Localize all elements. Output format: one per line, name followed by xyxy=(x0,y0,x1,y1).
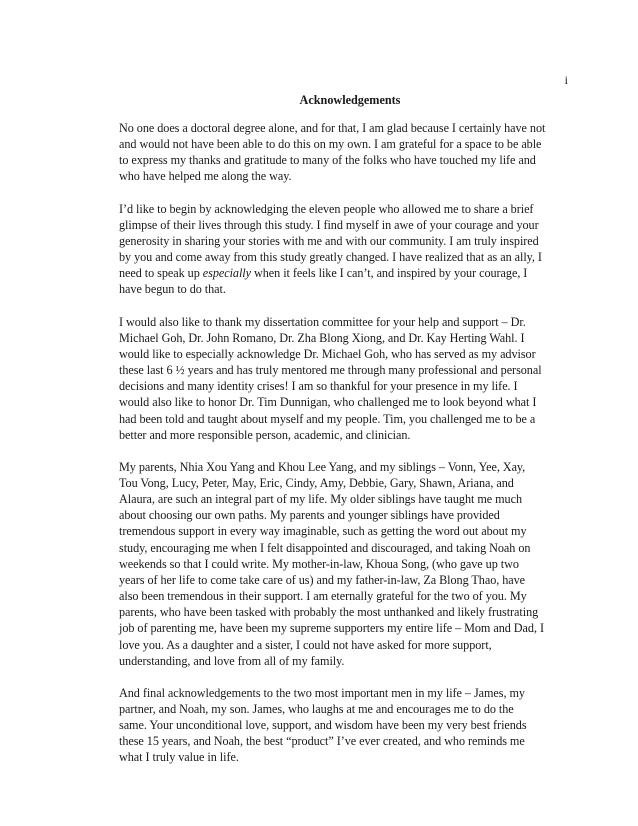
paragraph-participants xyxy=(119,201,567,298)
paragraph-participants-emphasis: especially xyxy=(202,266,251,281)
paragraph-intro: No one does a doctoral degree alone, and for that, I am glad because I certainly have not and would not have been able to do this on my own. I am grateful for a space to be able to express my thanks and gratitude to many of the folks who have touched my life and who have helped me along the way. xyxy=(119,121,546,184)
body-text xyxy=(119,120,567,782)
page-title: Acknowledgements xyxy=(299,93,401,107)
paragraph-participants-text-after: when it feels like I can’t, and inspired by your courage, I have begun to do that. xyxy=(119,266,528,297)
paragraph-committee: I would also like to thank my dissertation committee for your help and support – Dr. Michael Goh, Dr. John Romano, Dr. Zha Blong Xiong, and Dr. Kay Herting Wahl. I would like to especially acknowledge Dr. Michael Goh, who has served as my advisor these last 6 ½ years and has truly mentored me through many professional and personal decisions and many identity crises! I am so thankful for your presence in my life. I would also like to honor Dr. Tim Dunnigan, who challenged me to look beyond what I had been told and taught about myself and my people. Tim, you challenged me to be a better and more responsible person, academic, and clinician. xyxy=(119,314,542,442)
paragraph-participants-text-before: I’d like to begin by acknowledging the eleven people who allowed me to share a brief glimpse of their lives through this study. I find myself in awe of your courage and your generosity in sharing your stories with me and with our community. I am truly inspired by you and come away from this study greatly changed. I have realized that as an ally, I need to speak up xyxy=(119,201,542,281)
page-number: i xyxy=(564,73,568,87)
paragraph-family: My parents, Nhia Xou Yang and Khou Lee Yang, and my siblings – Vonn, Yee, Xay, Tou Vong, Lucy, Peter, May, Eric, Cindy, Amy, Debbie, Gary, Shawn, Ariana, and Alaura, are such an integral part of my life. My older siblings have taught me much about choosing our own paths. My parents and younger siblings have provided tremendous support in every way imaginable, such as getting the word out about my study, encouraging me when I felt disappointed and discouraged, and taking Noah on weekends so that I could write. My mother-in-law, Khoua Song, (who gave up two years of her life to come take care of us) and my father-in-law, Za Blong Thao, have also been tremendous in their support. I am eternally grateful for the two of you. My parents, who have been tasked with probably the most unthanked and likely frustrating job of parenting me, have been my supreme supporters my entire life – Mom and Dad, I love you. As a daughter and a sister, I could not have asked for more support, understanding, and love from all of my family. xyxy=(119,459,544,668)
paragraph-partner: And final acknowledgements to the two most important men in my life – James, my partner, and Noah, my son. James, who laughs at me and encourages me to do the same. Your unconditional love, support, and wisdom have been my very best friends these 15 years, and Noah, the best “product” I’ve ever created, and who reminds me what I truly value in life. xyxy=(119,685,527,765)
